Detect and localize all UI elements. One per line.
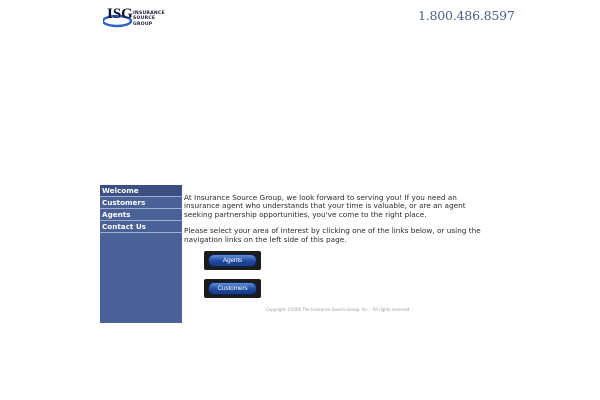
sidebar-item-agents[interactable]: Agents [100,209,182,221]
logo-mark-text: ISG [107,6,133,22]
main-content [184,194,484,252]
sidebar-item-welcome[interactable]: Welcome [100,185,182,197]
logo-line2: SOURCE GROUP [133,16,156,27]
intro-paragraph: At Insurance Source Group, we look forward to serving you! If you need an insurance agent who understands that your time is valuable, or are an agent seeking partnership opportunities, you've come to the right place. [184,193,466,219]
agents-button-label: Agents [208,254,257,267]
customers-button-label: Customers [208,282,257,295]
phone-number: 1.800.486.8597 [418,8,515,23]
instructions-paragraph: Please select your area of interest by clicking one of the links below, or using the navigation links on the left side of this page. [184,226,481,244]
sidebar-item-contact-us[interactable]: Contact Us [100,221,182,233]
logo-line1: INSURANCE [133,11,165,16]
logo-wordmark [133,11,175,27]
copyright-text: Copyright ©2006 The Insurance Source Group, Inc. - All rights reserved [266,307,410,312]
customers-button[interactable] [204,279,261,298]
sidebar-nav [100,185,182,323]
sidebar-item-customers[interactable]: Customers [100,197,182,209]
isg-logo-icon [103,2,133,28]
isg-logo[interactable] [103,2,175,28]
agents-button[interactable] [204,251,261,270]
